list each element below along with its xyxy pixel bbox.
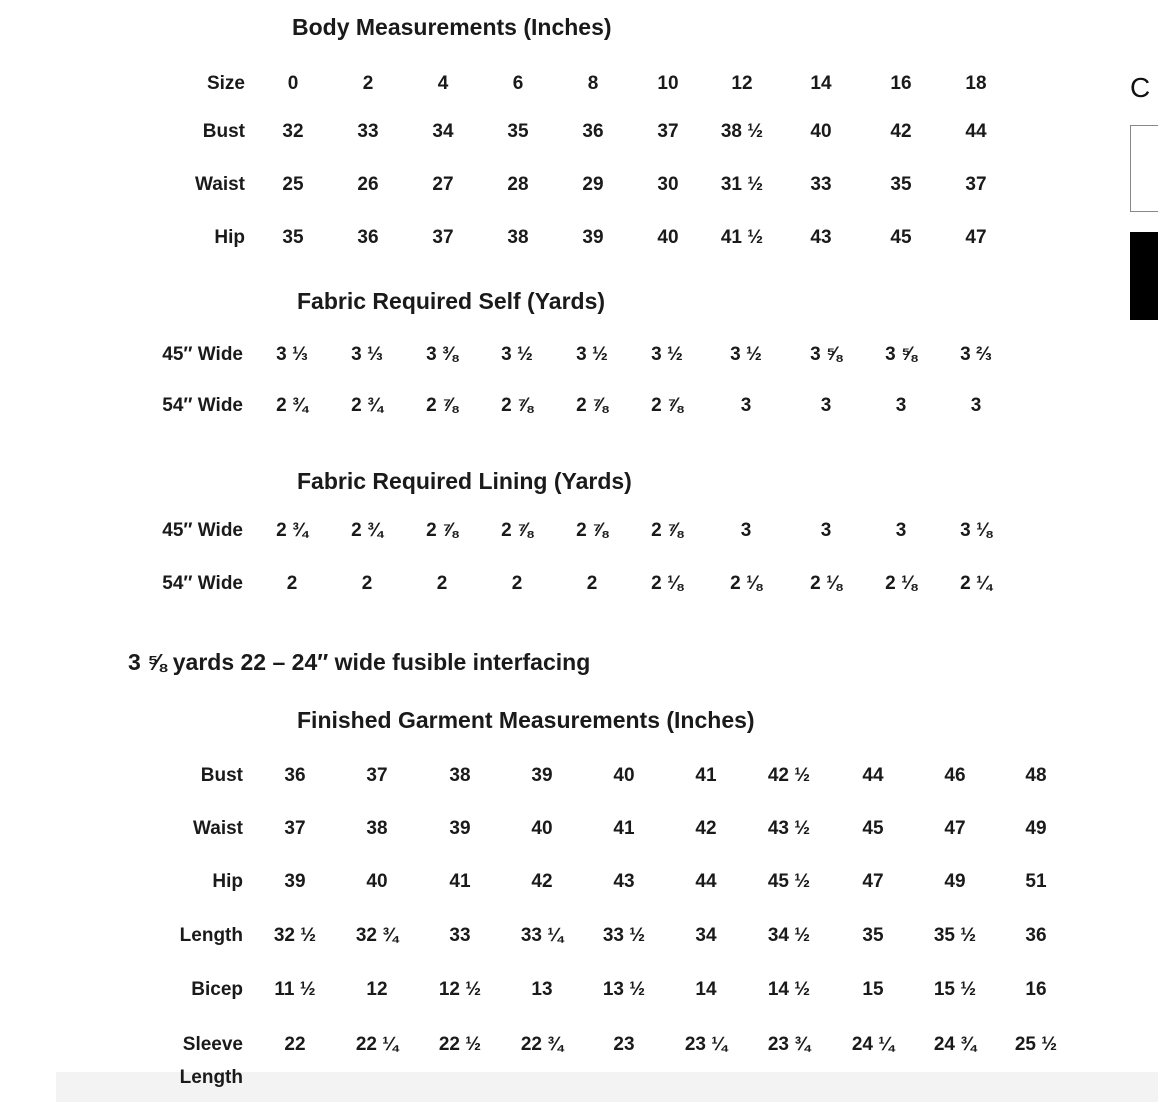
body-measurements-cell: 47: [965, 227, 987, 248]
finished-garment-cell: 36: [1025, 925, 1047, 946]
finished-garment-cell: 35: [862, 925, 884, 946]
body-measurements-cell: 37: [657, 121, 679, 142]
body-measurements-cell: 41 ½: [720, 227, 764, 248]
finished-garment-cell: 46: [944, 765, 966, 786]
fabric-lining-row-label: 45″ Wide: [162, 520, 243, 541]
body-measurements-cell: 37: [432, 227, 454, 248]
finished-garment-cell: 12 ½: [438, 979, 482, 1000]
fabric-self-cell: 2 ⅞: [651, 395, 683, 416]
body-measurements-row-label: Hip: [214, 227, 245, 248]
finished-garment-cell: 42 ½: [767, 765, 811, 786]
fabric-self-cell: 3: [820, 395, 832, 416]
body-measurements-row-label: Waist: [195, 174, 245, 195]
body-measurements-cell: 6: [512, 73, 524, 94]
fabric-self-cell: 2 ¾: [276, 395, 308, 416]
finished-garment-cell: 38: [366, 818, 388, 839]
fabric-self-cell: 3 ½: [651, 344, 683, 365]
body-measurements-cell: 38: [507, 227, 529, 248]
fabric-lining-cell: 2: [511, 573, 523, 594]
finished-garment-cell: 43 ½: [767, 818, 811, 839]
fabric-self-cell: 3 ⅓: [276, 344, 308, 365]
body-measurements-cell: 42: [890, 121, 912, 142]
fabric-lining-cell: 2 ⅛: [730, 573, 762, 594]
finished-garment-cell: 33 ½: [602, 925, 646, 946]
body-measurements-cell: 14: [810, 73, 832, 94]
fabric-lining-cell: 3 ⅛: [960, 520, 992, 541]
finished-garment-cell: 36: [284, 765, 306, 786]
fabric-lining-cell: 2: [586, 573, 598, 594]
body-measurements-cell: 40: [657, 227, 679, 248]
body-measurements-cell: 33: [810, 174, 832, 195]
finished-garment-cell: 32 ½: [273, 925, 317, 946]
fabric-lining-cell: 2 ¾: [276, 520, 308, 541]
fabric-self-cell: 3 ⅓: [351, 344, 383, 365]
fabric-lining-cell: 2 ⅛: [810, 573, 842, 594]
fabric-lining-row-label: 54″ Wide: [162, 573, 243, 594]
fabric-self-cell: 3 ½: [730, 344, 762, 365]
body-measurements-cell: 44: [965, 121, 987, 142]
body-measurements-cell: 35: [507, 121, 529, 142]
finished-garment-cell: 47: [944, 818, 966, 839]
body-measurements-cell: 37: [965, 174, 987, 195]
body-measurements-cell: 35: [890, 174, 912, 195]
fabric-self-cell: 2 ⅞: [426, 395, 458, 416]
fabric-lining-cell: 2 ⅛: [651, 573, 683, 594]
finished-garment-cell: 33 ¼: [520, 925, 564, 946]
body-measurements-cell: 29: [582, 174, 604, 195]
fabric-self-cell: 2 ¾: [351, 395, 383, 416]
fabric-lining-cell: 2 ⅞: [651, 520, 683, 541]
finished-garment-cell: 11 ½: [274, 979, 316, 1000]
finished-garment-row-label: Length: [179, 925, 243, 946]
body-measurements-cell: 18: [965, 73, 987, 94]
finished-garment-row-label: Bust: [200, 765, 243, 786]
finished-garment-cell: 24 ¼: [851, 1034, 895, 1055]
fabric-lining-cell: 2 ⅞: [501, 520, 533, 541]
finished-garment-cell: 51: [1025, 871, 1047, 892]
body-measurements-cell: 27: [432, 174, 454, 195]
finished-garment-row-label: Waist: [193, 818, 243, 839]
fabric-self-title: Fabric Required Self (Yards): [297, 288, 606, 314]
fabric-self-row-label: 45″ Wide: [162, 344, 243, 365]
finished-garment-cell: 13: [531, 979, 553, 1000]
fabric-lining-cell: 2 ⅞: [576, 520, 608, 541]
finished-garment-cell: 47: [862, 871, 884, 892]
finished-garment-title: Finished Garment Measurements (Inches): [297, 707, 755, 733]
side-panel-button[interactable]: [1130, 232, 1158, 320]
finished-garment-cell: 42: [531, 871, 553, 892]
fabric-self-cell: 2 ⅞: [576, 395, 608, 416]
body-measurements-cell: 36: [582, 121, 604, 142]
fabric-lining-title: Fabric Required Lining (Yards): [297, 468, 632, 494]
body-measurements-cell: 30: [657, 174, 679, 195]
body-measurements-cell: 31 ½: [720, 174, 764, 195]
finished-garment-cell: 40: [366, 871, 388, 892]
finished-garment-cell: 40: [613, 765, 635, 786]
finished-garment-cell: 12: [366, 979, 388, 1000]
finished-garment-cell: 45 ½: [767, 871, 811, 892]
fabric-self-cell: 3: [740, 395, 752, 416]
body-measurements-cell: 16: [890, 73, 912, 94]
finished-garment-cell: 40: [531, 818, 553, 839]
fabric-self-cell: 3: [970, 395, 982, 416]
side-panel-letter: C: [1130, 72, 1151, 103]
body-measurements-cell: 10: [657, 73, 679, 94]
finished-garment-cell: 39: [284, 871, 306, 892]
body-measurements-cell: 35: [282, 227, 304, 248]
side-panel-input[interactable]: [1130, 125, 1158, 212]
finished-garment-cell: 13 ½: [602, 979, 646, 1000]
finished-garment-cell: 22 ¼: [355, 1034, 399, 1055]
finished-garment-cell: 23: [613, 1034, 635, 1055]
fabric-lining-cell: 2: [286, 573, 298, 594]
finished-garment-cell: 22 ½: [438, 1034, 482, 1055]
fabric-self-cell: 3 ⅝: [810, 344, 842, 365]
body-measurements-cell: 0: [287, 73, 299, 94]
body-measurements-cell: 40: [810, 121, 832, 142]
body-measurements-cell: 33: [357, 121, 379, 142]
finished-garment-cell: 37: [284, 818, 306, 839]
finished-garment-cell: 44: [695, 871, 717, 892]
finished-garment-cell: 41: [449, 871, 471, 892]
body-measurements-cell: 39: [582, 227, 604, 248]
finished-garment-row-label: Hip: [212, 871, 243, 892]
finished-garment-cell: 41: [695, 765, 717, 786]
fabric-self-row-label: 54″ Wide: [162, 395, 243, 416]
finished-garment-cell: 35 ½: [933, 925, 977, 946]
body-measurements-cell: 32: [282, 121, 304, 142]
body-measurements-cell: 45: [890, 227, 912, 248]
finished-garment-cell: 39: [449, 818, 471, 839]
finished-garment-cell: 43: [613, 871, 635, 892]
finished-garment-cell: 41: [613, 818, 635, 839]
fabric-lining-cell: 2: [436, 573, 448, 594]
fabric-self-cell: 3 ⅔: [960, 344, 992, 365]
finished-garment-cell: 34: [695, 925, 717, 946]
finished-garment-cell: 15 ½: [933, 979, 977, 1000]
finished-garment-cell: 24 ¾: [933, 1034, 977, 1055]
finished-garment-cell: 25 ½: [1014, 1034, 1058, 1055]
body-measurements-cell: 26: [357, 174, 379, 195]
fabric-lining-cell: 2 ⅛: [885, 573, 917, 594]
body-measurements-title: Body Measurements (Inches): [292, 14, 612, 40]
finished-garment-cell: 45: [862, 818, 884, 839]
finished-garment-cell: 14: [695, 979, 717, 1000]
finished-garment-cell: 22: [284, 1034, 306, 1055]
finished-garment-cell: 42: [695, 818, 717, 839]
finished-garment-cell: 49: [944, 871, 966, 892]
finished-garment-cell: 34 ½: [767, 925, 811, 946]
fabric-lining-cell: 2 ¾: [351, 520, 383, 541]
finished-garment-cell: 44: [862, 765, 884, 786]
fabric-lining-cell: 2 ¼: [960, 573, 992, 594]
finished-garment-cell: 23 ¾: [767, 1034, 811, 1055]
body-measurements-cell: 43: [810, 227, 832, 248]
fabric-lining-cell: 3: [895, 520, 907, 541]
finished-garment-cell: 33: [449, 925, 471, 946]
body-measurements-cell: 8: [587, 73, 599, 94]
finished-garment-cell: 48: [1025, 765, 1047, 786]
finished-garment-cell: 15: [862, 979, 884, 1000]
body-measurements-cell: 28: [507, 174, 529, 195]
finished-garment-row-label-line2: Length: [179, 1067, 243, 1088]
fabric-lining-cell: 2 ⅞: [426, 520, 458, 541]
body-measurements-cell: 25: [282, 174, 304, 195]
fabric-self-cell: 2 ⅞: [501, 395, 533, 416]
fabric-self-cell: 3 ½: [501, 344, 533, 365]
body-measurements-cell: 36: [357, 227, 379, 248]
finished-garment-cell: 22 ¾: [520, 1034, 564, 1055]
body-measurements-cell: 38 ½: [720, 121, 764, 142]
finished-garment-cell: 23 ¼: [684, 1034, 728, 1055]
fabric-lining-cell: 2: [361, 573, 373, 594]
fabric-self-cell: 3: [895, 395, 907, 416]
finished-garment-cell: 39: [531, 765, 553, 786]
finished-garment-cell: 37: [366, 765, 388, 786]
body-measurements-cell: 12: [731, 73, 753, 94]
fabric-self-cell: 3 ⅜: [426, 344, 458, 365]
finished-garment-cell: 32 ¾: [355, 925, 399, 946]
body-measurements-cell: 34: [432, 121, 454, 142]
finished-garment-cell: 16: [1025, 979, 1047, 1000]
fabric-self-cell: 3 ⅝: [885, 344, 917, 365]
finished-garment-cell: 14 ½: [767, 979, 811, 1000]
finished-garment-cell: 49: [1025, 818, 1047, 839]
body-measurements-cell: 4: [437, 73, 449, 94]
finished-garment-cell: 38: [449, 765, 471, 786]
fabric-lining-cell: 3: [740, 520, 752, 541]
finished-garment-row-label: Bicep: [191, 979, 243, 1000]
finished-garment-row-label: Sleeve: [182, 1034, 243, 1055]
body-measurements-cell: 2: [362, 73, 374, 94]
body-measurements-row-label: Size: [206, 73, 245, 94]
fabric-self-cell: 3 ½: [576, 344, 608, 365]
body-measurements-row-label: Bust: [202, 121, 245, 142]
interfacing-note: 3 ⅝ yards 22 – 24″ wide fusible interfacing: [128, 649, 591, 675]
fabric-lining-cell: 3: [820, 520, 832, 541]
